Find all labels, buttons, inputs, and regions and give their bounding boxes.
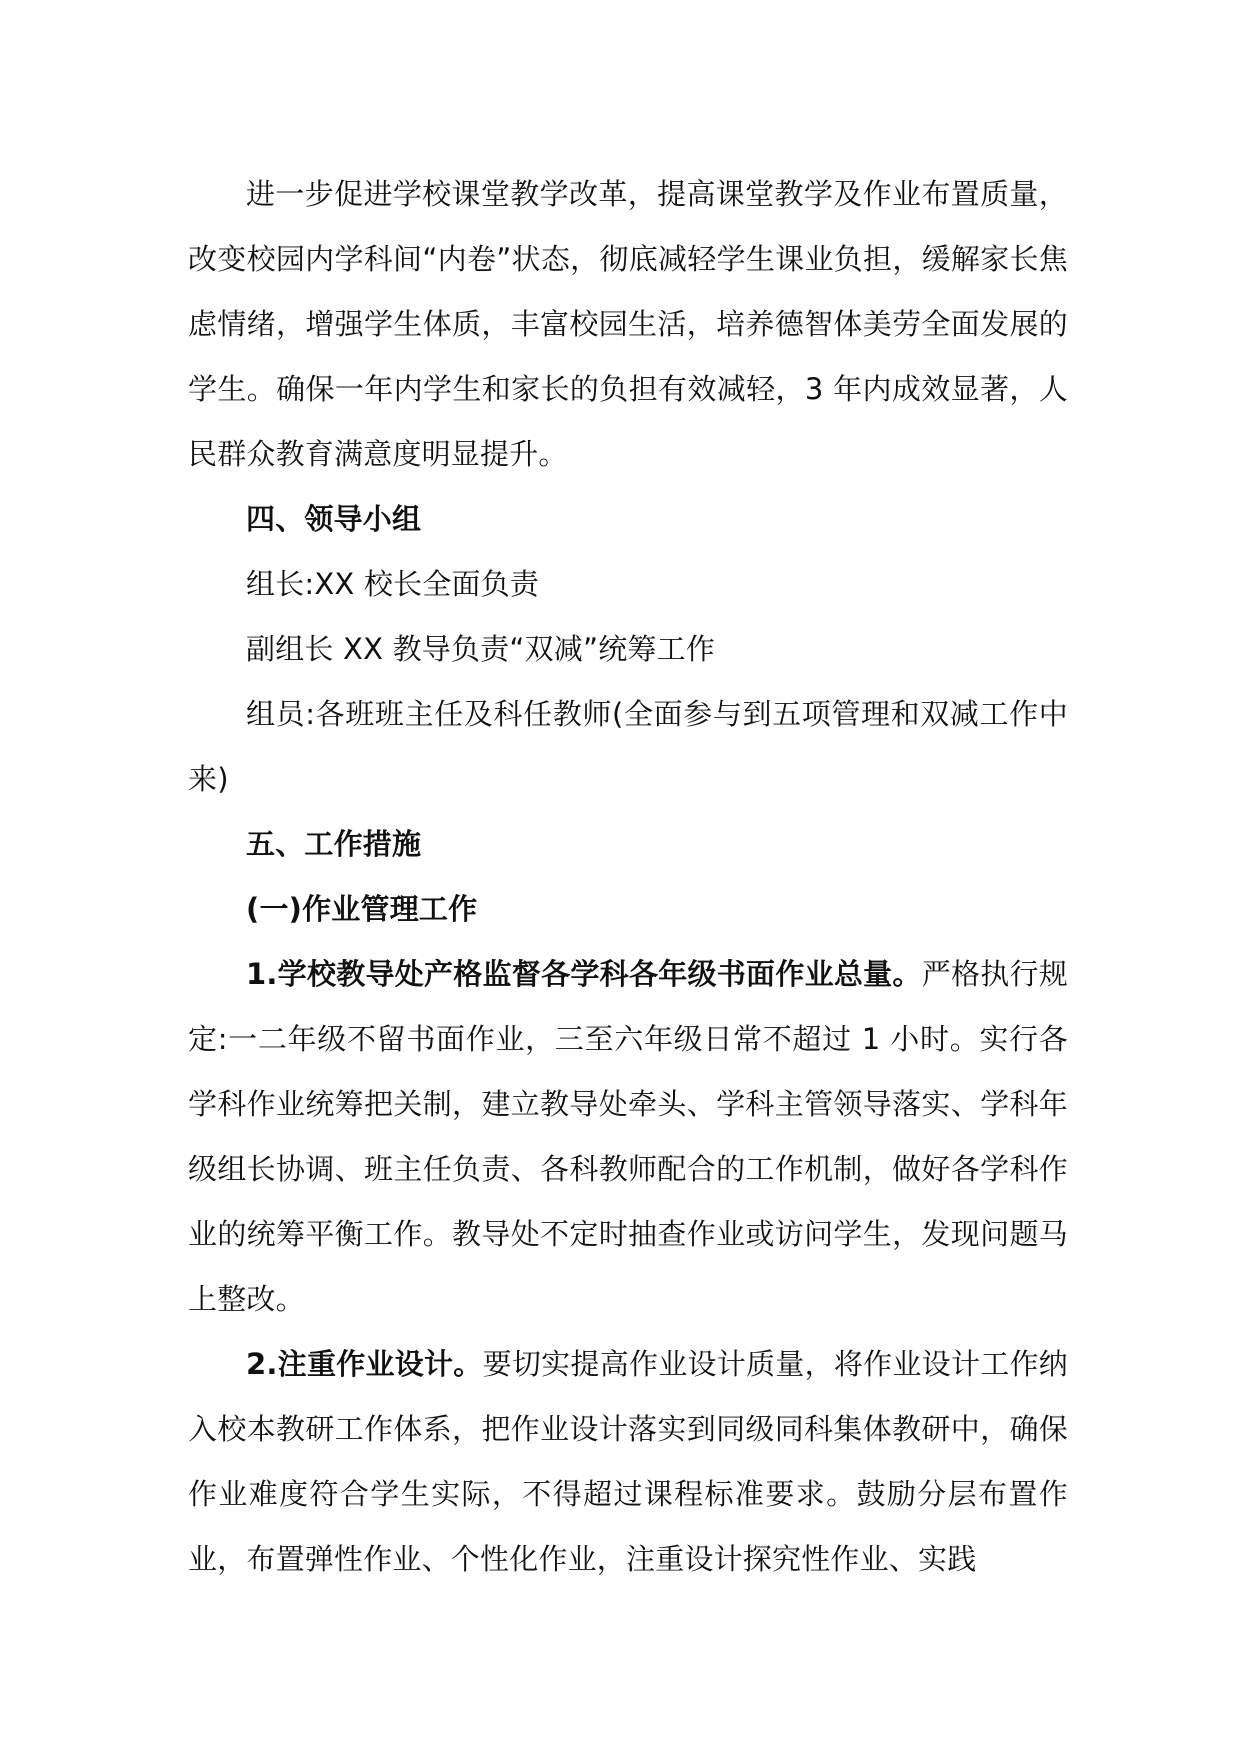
members-paragraph: 组员:各班班主任及科任教师(全面参与到五项管理和双减工作中来) [188, 697, 1068, 796]
item-1-title: 1.学校教导处产格监督各学科各年级书面作业总量。 [246, 957, 922, 991]
section-4-heading: 四、领导小组 [246, 502, 422, 536]
subsection-1-heading: (一)作业管理工作 [246, 892, 478, 926]
item-2-body: 要切实提高作业设计质量，将作业设计工作纳入校本教研工作体系，把作业设计落实到同级同科集体教研中，确保作业难度符合学生实际，不得超过课程标准要求。鼓励分层布置作业，布置弹性作业、个性化作业，注重设计探究性作业、实践 [188, 1347, 1068, 1576]
item-2-paragraph [188, 1332, 1068, 1592]
goal-paragraph: 进一步促进学校课堂教学改革，提高课堂教学及作业布置质量，改变校园内学科间“内卷”状态，彻底减轻学生课业负担，缓解家长焦虑情绪，增强学生体质，丰富校园生活，培养德智体美劳全面发展的学生。确保一年内学生和家长的负担有效减轻，3 年内成效显著，人民群众教育满意度明显提升。 [188, 177, 1068, 471]
item-2-title: 2.注重作业设计。 [246, 1347, 483, 1381]
leader-line: 组长:XX 校长全面负责 [246, 567, 540, 601]
vice-leader-line: 副组长 XX 教导负责“双减”统筹工作 [246, 632, 716, 666]
item-1-paragraph [188, 942, 1068, 1332]
item-1-body: 严格执行规定:一二年级不留书面作业，三至六年级日常不超过 1 小时。实行各学科作业统筹把关制，建立教导处牵头、学科主管领导落实、学科年级组长协调、班主任负责、各科教师配合的工作机制，做好各学科作业的统筹平衡工作。教导处不定时抽查作业或访问学生，发现问题马上整改。 [188, 957, 1068, 1316]
section-5-heading: 五、工作措施 [246, 827, 422, 861]
